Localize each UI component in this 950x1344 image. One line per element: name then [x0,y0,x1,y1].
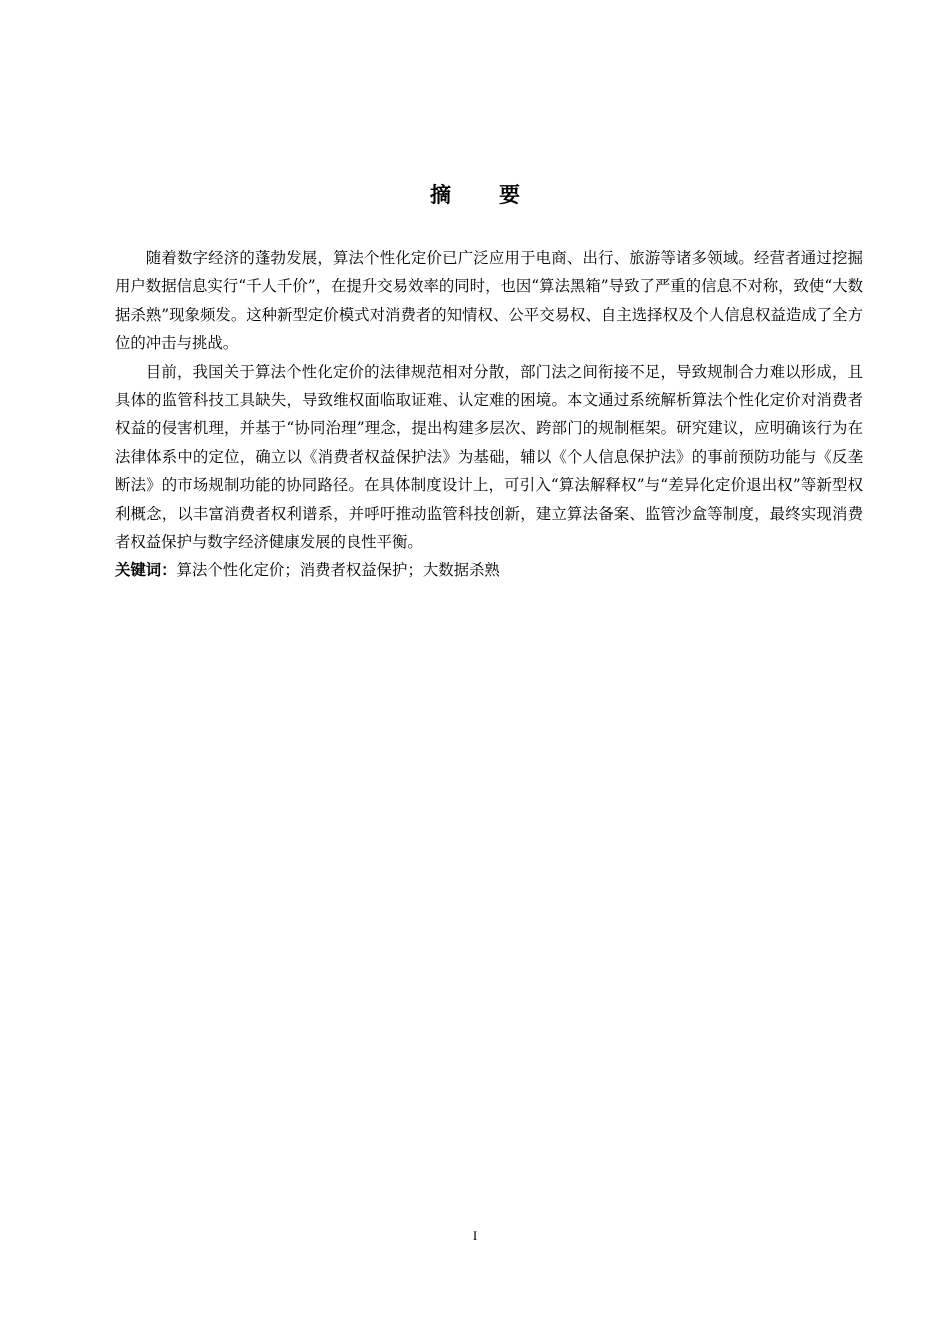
page-number: I [472,1228,478,1243]
abstract-title-char-1: 摘 [430,183,451,207]
abstract-title [0,180,950,210]
keywords-line [115,556,863,584]
abstract-title-char-2: 要 [499,183,520,207]
abstract-paragraph-2: 目前，我国关于算法个性化定价的法律规范相对分散，部门法之间衔接不足，导致规制合力难以形成，且具体的监管科技工具缺失，导致维权面临取证难、认定难的困境。本文通过系统解析算法个性化定价对消费者权益的侵害机理，并基于“协同治理”理念，提出构建多层次、跨部门的规制框架。研究建议，应明确该行为在法律体系中的定位，确立以《消费者权益保护法》为基础，辅以《个人信息保护法》的事前预防功能与《反垄断法》的市场规制功能的协同路径。在具体制度设计上，可引入“算法解释权”与“差异化定价退出权”等新型权利概念，以丰富消费者权利谱系，并呼吁推动监管科技创新，建立算法备案、监管沙盒等制度，最终实现消费者权益保护与数字经济健康发展的良性平衡。 [115,362,863,552]
abstract-body [115,244,863,585]
keywords-label: 关键词： [115,561,177,580]
abstract-paragraph-1: 随着数字经济的蓬勃发展，算法个性化定价已广泛应用于电商、出行、旅游等诸多领域。经营者通过挖掘用户数据信息实行“千人千价”，在提升交易效率的同时，也因“算法黑箱”导致了严重的信息不对称，致使“大数据杀熟”现象频发。这种新型定价模式对消费者的知情权、公平交易权、自主选择权及个人信息权益造成了全方位的冲击与挑战。 [115,249,863,353]
keywords-text: 算法个性化定价；消费者权益保护；大数据杀熟 [176,561,500,580]
